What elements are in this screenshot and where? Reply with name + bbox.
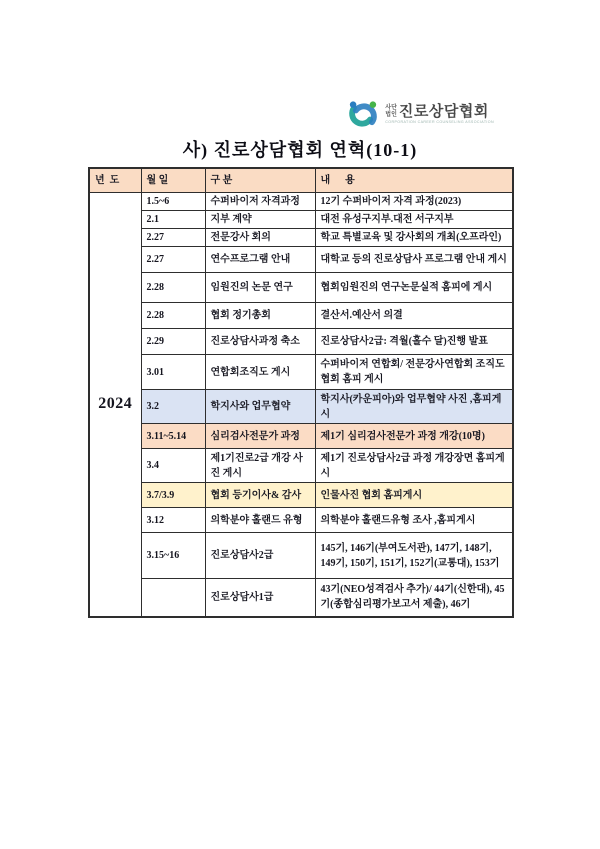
date-cell: 3.11~5.14 [141,424,205,449]
date-cell: 3.01 [141,355,205,390]
date-cell: 2.27 [141,229,205,247]
date-cell: 2.1 [141,211,205,229]
table-row [89,303,513,329]
content-cell: 학교 특별교육 및 강사회의 개최(오프라인) [315,229,513,247]
date-cell: 2.29 [141,329,205,355]
content-cell: 43기(NEO성격검사 추가)/ 44기(신한대), 45기(종합심리평가보고서 제출), 46기 [315,579,513,617]
page-title: 사) 진로상담협회 연혁(10-1) [182,140,418,160]
content-cell: 수퍼바이저 연합회/ 전문강사연합회 조직도 협회 홈피 게시 [315,355,513,390]
content-cell: 대학교 등의 진로상담사 프로그램 안내 게시 [315,247,513,273]
category-cell: 진로상담사과정 축소 [205,329,315,355]
table-row [89,329,513,355]
table-row [89,533,513,579]
date-cell: 2.27 [141,247,205,273]
date-cell: 2.28 [141,303,205,329]
date-cell: 3.12 [141,508,205,533]
two-people-interlocked-icon [345,100,381,130]
content-cell: 제1기 진로상담사2급 과정 개강장면 홈피게시 [315,449,513,483]
table-row [89,449,513,483]
table-row [89,579,513,617]
table-row [89,355,513,390]
category-cell: 전문강사 회의 [205,229,315,247]
content-cell: 결산서.예산서 의결 [315,303,513,329]
table-row [89,247,513,273]
logo-corp-type [385,105,397,118]
date-cell: 3.7/3.9 [141,483,205,508]
table-row-highlight-blue [89,390,513,424]
table-row [89,508,513,533]
category-cell: 지부 계약 [205,211,315,229]
org-logo [345,100,494,130]
table-row [89,229,513,247]
category-cell: 협회 등기이사& 감사 [205,483,315,508]
logo-org-subtitle: CORPORATION CAREER COUNSELING ASSOCIATION [385,120,494,124]
category-cell: 심리검사전문가 과정 [205,424,315,449]
category-cell: 학지사와 업무협약 [205,390,315,424]
category-cell: 협회 정기총회 [205,303,315,329]
date-cell: 3.4 [141,449,205,483]
category-cell: 제1기진로2급 개강 사진 게시 [205,449,315,483]
category-cell: 의학분야 홀랜드 유형 [205,508,315,533]
category-cell: 진로상담사2급 [205,533,315,579]
table-row [89,193,513,211]
table-row [89,273,513,303]
content-cell: 12기 수퍼바이저 자격 과정(2023) [315,193,513,211]
header-year: 년 도 [89,168,141,193]
category-cell: 임원진의 논문 연구 [205,273,315,303]
date-cell: 3.15~16 [141,533,205,579]
history-table [88,167,514,618]
content-cell: 대전 유성구지부.대전 서구지부 [315,211,513,229]
content-cell: 의학분야 홀랜드유형 조사 ,홈피게시 [315,508,513,533]
table-row-highlight-peach [89,424,513,449]
category-cell: 진로상담사1급 [205,579,315,617]
date-cell: 2.28 [141,273,205,303]
content-cell: 인물사진 협회 홈피게시 [315,483,513,508]
header-date: 월 일 [141,168,205,193]
table-row [89,211,513,229]
logo-text-block [385,100,494,125]
logo-org-name: 진로상담협회 [398,103,489,120]
content-cell: 진로상담사2급: 격월(홀수 달)진행 발표 [315,329,513,355]
content-cell: 학지사(카운피아)와 업무협약 사진 ,홈피게시 [315,390,513,424]
table-row-highlight-yellow [89,483,513,508]
content-cell: 제1기 심리검사전문가 과정 개강(10명) [315,424,513,449]
category-cell: 연합회조직도 게시 [205,355,315,390]
date-cell [141,579,205,617]
date-cell: 1.5~6 [141,193,205,211]
content-cell: 협회임원진의 연구논문실적 홈피에 게시 [315,273,513,303]
logo-corp-type-line2: 법인 [385,111,397,118]
year-cell: 2024 [89,193,141,617]
content-cell: 145기, 146기(부여도서관), 147기, 148기, 149기, 150기, 151기, 152기(교통대), 153기 [315,533,513,579]
table-header-row [89,168,513,193]
header-content: 내 용 [315,168,513,193]
header-category: 구 분 [205,168,315,193]
date-cell: 3.2 [141,390,205,424]
category-cell: 수퍼바이저 자격과정 [205,193,315,211]
logo-corp-type-line1: 사단 [385,105,397,112]
category-cell: 연수프로그램 안내 [205,247,315,273]
